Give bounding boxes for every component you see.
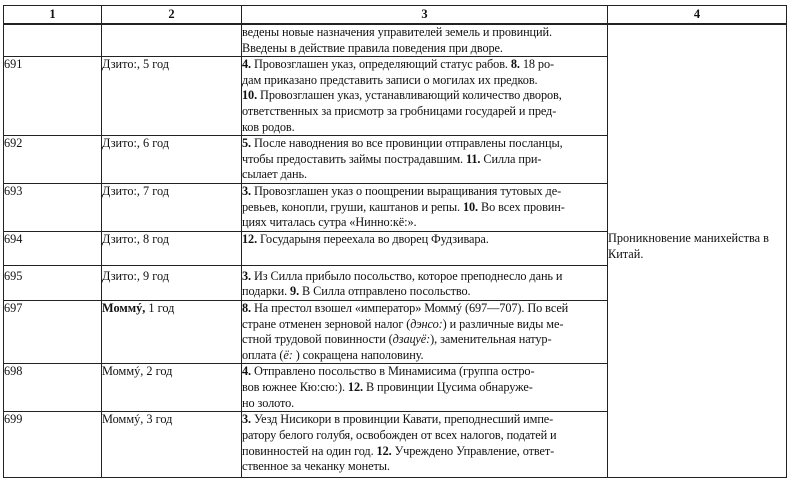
- event-line: но золото.: [242, 395, 295, 410]
- era-cell: Дзито:, 6 год: [102, 136, 242, 184]
- event-line: 8. На престол взошел «император» Моммý (697—707). По всей: [242, 300, 569, 315]
- events-cell: [242, 265, 608, 300]
- events-cell: [242, 136, 608, 184]
- column-header-2: 2: [102, 6, 242, 25]
- event-line: чтобы предоставить займы пострадавшим. 11. Силла при-: [242, 151, 542, 166]
- era-cell: Моммý, 3 год: [102, 412, 242, 478]
- event-line: Введены в действие правила поведения при дворе.: [242, 40, 503, 55]
- events-cell: [242, 412, 608, 478]
- events-cell: [242, 300, 608, 363]
- era-cell: Дзито:, 5 год: [102, 57, 242, 136]
- year-cell: 697: [4, 300, 102, 363]
- event-line: 3. Уезд Нисикори в провинции Кавати, преподнесший импе-: [242, 412, 554, 427]
- event-line: ков родов.: [242, 119, 295, 134]
- era-cell: Моммý, 2 год: [102, 364, 242, 412]
- event-line: циях читалась сутра «Нинно:кё:».: [242, 215, 417, 230]
- chronology-table: [3, 5, 787, 478]
- events-cell: [242, 364, 608, 412]
- events-cell: [242, 57, 608, 136]
- year-cell: 691: [4, 57, 102, 136]
- event-line: дам приказано представить записи о могилах их предков.: [242, 72, 538, 87]
- year-cell: 692: [4, 136, 102, 184]
- column-header-3: 3: [242, 6, 608, 25]
- event-line: 12. Государыня переехала во дворец Фудзивара.: [242, 231, 489, 246]
- event-line: вов южнее Кю:сю:). 12. В провинции Цусима обнаруже-: [242, 379, 533, 394]
- era-cell: Дзито:, 7 год: [102, 183, 242, 231]
- event-line: ревьев, конопли, груши, каштанов и репы. 10. Во всех провин-: [242, 199, 565, 214]
- era-year: 1 год: [145, 300, 175, 315]
- event-line: стране отменен зерновой налог (дэнсо:) и различные виды ме-: [242, 316, 564, 331]
- column-header-1: 1: [4, 6, 102, 25]
- event-line: оплата (ё: ) сокращена наполовину.: [242, 347, 424, 362]
- column-header-4: 4: [608, 6, 787, 25]
- event-line: ведены новые назначения управителей земель и провинций.: [242, 25, 552, 39]
- notes-cell: [608, 24, 787, 478]
- event-line: 3. Провозглашен указ о поощрении выращивания тутовых де-: [242, 183, 562, 198]
- era-cell: Дзито:, 9 год: [102, 265, 242, 300]
- era-cell: [102, 24, 242, 57]
- year-cell: 694: [4, 231, 102, 265]
- event-line: 10. Провозглашен указ, устанавливающий количество дворов,: [242, 88, 562, 103]
- event-line: 4. Провозглашен указ, определяющий статус рабов. 8. 18 ро-: [242, 57, 555, 72]
- event-line: 4. Отправлено посольство в Минамисима (группа остро-: [242, 364, 535, 379]
- event-line: подарки. 9. В Силла отправлено посольство.: [242, 284, 471, 299]
- note-line: Проникновение манихейства в: [608, 231, 769, 245]
- table-header: [4, 6, 787, 25]
- table-row-continuation: [4, 24, 787, 57]
- note-line: Китай.: [608, 246, 644, 261]
- event-line: ответственных за присмотр за гробницами государей и пред-: [242, 103, 557, 118]
- year-cell: 698: [4, 364, 102, 412]
- event-line: ратору белого голубя, освобожден от всех налогов, податей и: [242, 427, 557, 442]
- year-cell: 693: [4, 183, 102, 231]
- era-cell: Дзито:, 8 год: [102, 231, 242, 265]
- era-name-bold: Моммý,: [102, 300, 146, 315]
- event-line: 5. После наводнения во все провинции отправлены посланцы,: [242, 136, 563, 151]
- year-cell: [4, 24, 102, 57]
- era-cell: [102, 300, 242, 363]
- event-line: ственное за чеканку монеты.: [242, 459, 390, 474]
- events-cell: [242, 183, 608, 231]
- event-line: повинностей на один год. 12. Учреждено Управление, ответ-: [242, 443, 555, 458]
- year-cell: 699: [4, 412, 102, 478]
- year-cell: 695: [4, 265, 102, 300]
- event-line: стной трудовой повинности (дзацуё:), заменительная натур-: [242, 332, 552, 347]
- events-cell: [242, 24, 608, 57]
- events-cell: [242, 231, 608, 265]
- event-line: сылает дань.: [242, 167, 307, 182]
- event-line: 3. Из Силла прибыло посольство, которое преподнесло дань и: [242, 268, 563, 283]
